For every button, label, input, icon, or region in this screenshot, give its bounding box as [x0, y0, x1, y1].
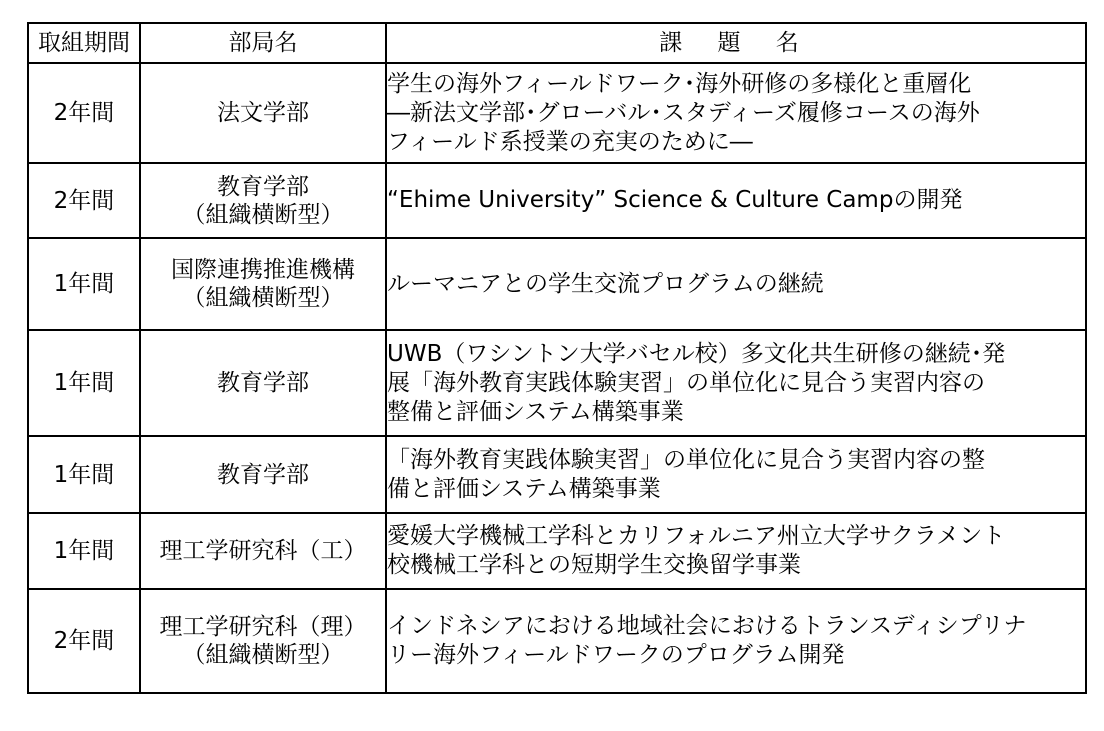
title-line: 備と評価システム構築事業	[387, 475, 661, 502]
department-line: 法文学部	[217, 100, 309, 126]
title-cell	[386, 63, 1086, 163]
title-line: ―新法文学部･グローバル･スタディーズ履修コースの海外	[387, 99, 980, 126]
header-title-text: 課 題 名	[659, 30, 813, 56]
header-title	[386, 23, 1086, 63]
title-cell	[386, 589, 1086, 693]
period-cell: 2年間	[28, 163, 140, 238]
period-cell: 1年間	[28, 330, 140, 436]
title-line: “Ehime University” Science & Culture Campの開発	[387, 187, 963, 213]
period-cell: 1年間	[28, 513, 140, 589]
period-cell: 1年間	[28, 436, 140, 513]
department-line: （組織横断型）	[182, 285, 344, 311]
department-cell	[140, 163, 386, 238]
table-row	[28, 163, 1086, 238]
department-line: 理工学研究科（工）	[159, 538, 367, 564]
title-line: 「海外教育実践体験実習」の単位化に見合う実習内容の整	[387, 446, 985, 473]
header-period: 取組期間	[28, 23, 140, 63]
department-cell	[140, 63, 386, 163]
department-cell	[140, 238, 386, 330]
title-line: 整備と評価システム構築事業	[387, 398, 684, 425]
department-cell	[140, 513, 386, 589]
table-row	[28, 513, 1086, 589]
department-line: 教育学部	[217, 370, 309, 396]
period-cell: 1年間	[28, 238, 140, 330]
title-cell	[386, 513, 1086, 589]
title-line: リー海外フィールドワークのプログラム開発	[387, 642, 845, 668]
title-line: 愛媛大学機械工学科とカリフォルニア州立大学サクラメント	[387, 523, 1006, 549]
department-line: （組織横断型）	[182, 642, 344, 668]
title-cell	[386, 330, 1086, 436]
title-cell	[386, 436, 1086, 513]
period-cell: 2年間	[28, 589, 140, 693]
title-line: 学生の海外フィールドワーク･海外研修の多様化と重層化	[387, 70, 972, 97]
table-row	[28, 238, 1086, 330]
project-table	[27, 22, 1087, 694]
table-row	[28, 63, 1086, 163]
title-line: インドネシアにおける地域社会におけるトランスディシプリナ	[387, 613, 1027, 639]
title-line: ルーマニアとの学生交流プログラムの継続	[387, 270, 824, 297]
header-row	[28, 23, 1086, 63]
department-cell	[140, 330, 386, 436]
department-cell	[140, 436, 386, 513]
title-line: 校機械工学科との短期学生交換留学事業	[387, 552, 801, 578]
period-cell: 2年間	[28, 63, 140, 163]
department-line: 教育学部	[217, 173, 309, 200]
title-cell	[386, 163, 1086, 238]
department-line: （組織横断型）	[182, 201, 344, 228]
title-cell	[386, 238, 1086, 330]
department-line: 教育学部	[217, 461, 309, 488]
department-cell	[140, 589, 386, 693]
title-line: 展「海外教育実践体験実習」の単位化に見合う実習内容の	[387, 369, 985, 396]
header-department: 部局名	[140, 23, 386, 63]
title-line: UWB（ワシントン大学バセル校）多文化共生研修の継続･発	[387, 340, 1006, 367]
department-line: 国際連携推進機構	[171, 257, 355, 283]
department-line: 理工学研究科（理）	[159, 614, 367, 640]
table-row	[28, 436, 1086, 513]
table-row	[28, 330, 1086, 436]
table-row	[28, 589, 1086, 693]
title-line: フィールド系授業の充実のために―	[387, 128, 753, 155]
